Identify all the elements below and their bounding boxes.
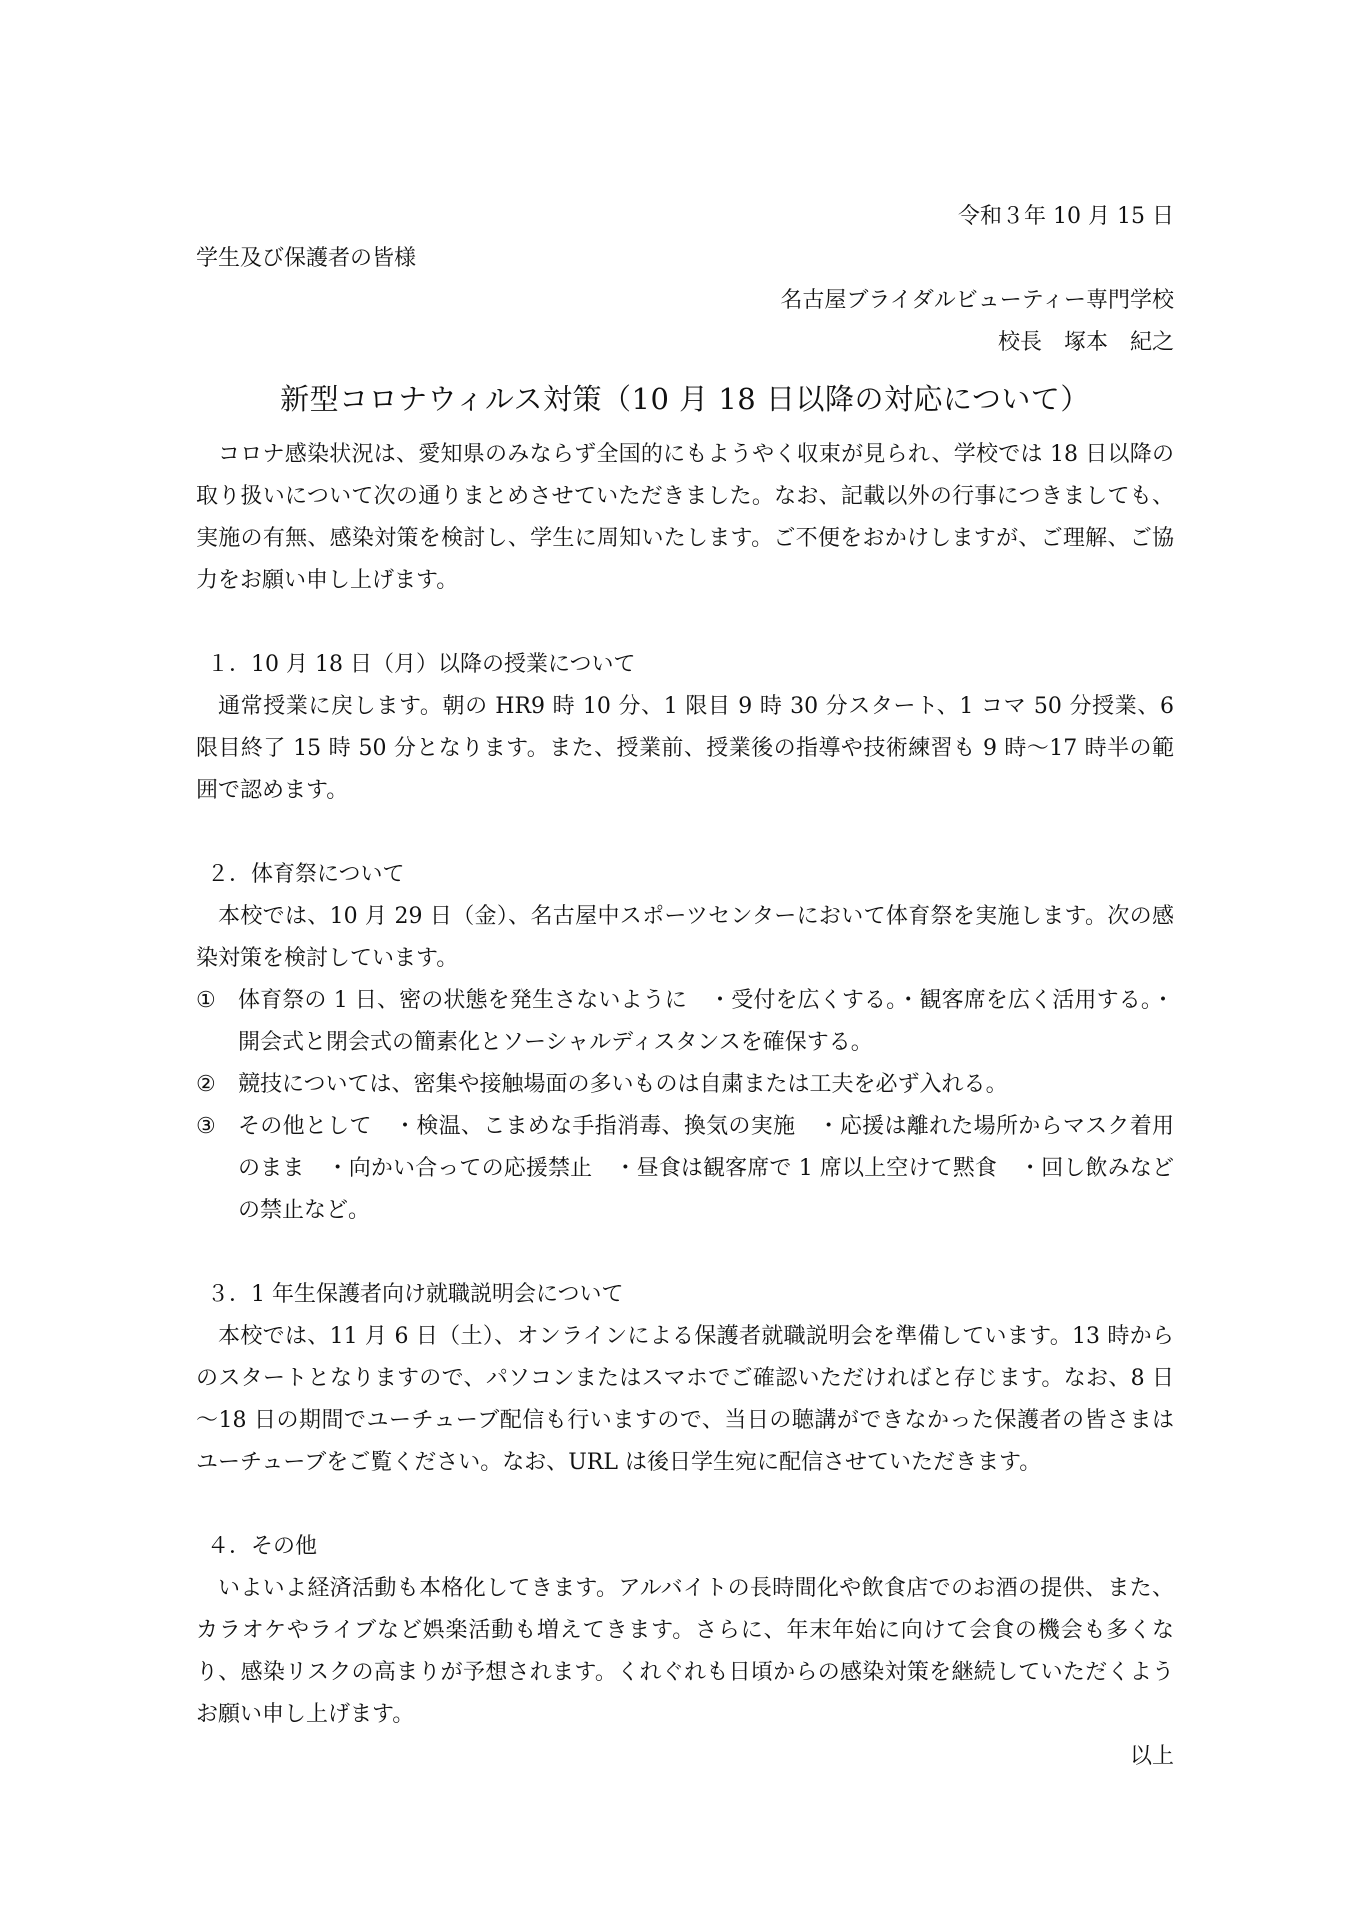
section-4-body: いよいよ経済活動も本格化してきます。アルバイトの長時間化や飲食店でのお酒の提供、また、カラオケやライブなど娯楽活動も増えてきます。さらに、年末年始に向けて会食の機会も多くなり、感染リスクの高まりが予想されます。くれぐれも日頃からの感染対策を継続していただくようお願い申し上げます。 [196,1576,1174,1727]
list-item [196,1064,1174,1106]
list-marker: ① [196,988,216,1013]
spacer [196,1484,1174,1526]
section-2-heading: ２．体育祭について [207,862,405,887]
closing-mark: 以上 [1129,1744,1174,1769]
intro-paragraph: コロナ感染状況は、愛知県のみならず全国的にもようやく収束が見られ、学校では 18 日以降の取り扱いについて次の通りまとめさせていただきました。なお、記載以外の行事につきましても、実施の有無、感染対策を検討し、学生に周知いたします。ご不便をおかけしますが、ご理解、ご協力をお願い申し上げます。 [196,442,1174,593]
spacer [196,1232,1174,1274]
section-3-heading: ３．1 年生保護者向け就職説明会について [207,1282,624,1307]
section-1-body: 通常授業に戻します。朝の HR9 時 10 分、1 限目 9 時 30 分スタート、1 コマ 50 分授業、6 限目終了 15 時 50 分となります。また、授業前、授業後の指導や技術練習も 9 時～17 時半の範囲で認めます。 [196,694,1174,803]
recipient-line: 学生及び保護者の皆様 [196,246,417,271]
spacer [196,602,1174,644]
section-4-heading: ４．その他 [207,1534,318,1559]
list-item [196,1106,1174,1232]
list-text: 競技については、密集や接触場面の多いものは自粛または工夫を必ず入れる。 [238,1072,1008,1097]
school-name: 名古屋ブライダルビューティー専門学校 [780,288,1174,313]
document-content [196,196,1174,1778]
list-marker: ③ [196,1114,216,1139]
list-text: 体育祭の 1 日、密の状態を発生さないように ・受付を広くする。・観客席を広く活用する。・開会式と閉会式の簡素化とソーシャルディスタンスを確保する。 [238,988,1174,1055]
list-text: その他として ・検温、こまめな手指消毒、換気の実施 ・応援は離れた場所からマスク着用のまま ・向かい合っての応援禁止 ・昼食は観客席で 1 席以上空けて黙食 ・回し飲みなどの禁止など。 [238,1114,1174,1223]
document-date: 令和３年 10 月 15 日 [958,204,1174,229]
list-marker: ② [196,1072,216,1097]
section-2-body: 本校では、10 月 29 日（金）、名古屋中スポーツセンターにおいて体育祭を実施します。次の感染対策を検討しています。 [196,904,1174,971]
section-3-body: 本校では、11 月 6 日（土）、オンラインによる保護者就職説明会を準備しています。13 時からのスタートとなりますので、パソコンまたはスマホでご確認いただければと存じます。なお、8 日～18 日の期間でユーチューブ配信も行いますので、当日の聴講ができなかった保護者の皆さまはユーチューブをご覧ください。なお、URL は後日学生宛に配信させていただきます。 [196,1324,1174,1475]
section-1-heading: １．10 月 18 日（月）以降の授業について [207,652,636,677]
document-title: 新型コロナウィルス対策（10 月 18 日以降の対応について） [280,382,1090,416]
principal-name: 校長 塚本 紀之 [997,330,1174,355]
list-item [196,980,1174,1064]
spacer [196,812,1174,854]
